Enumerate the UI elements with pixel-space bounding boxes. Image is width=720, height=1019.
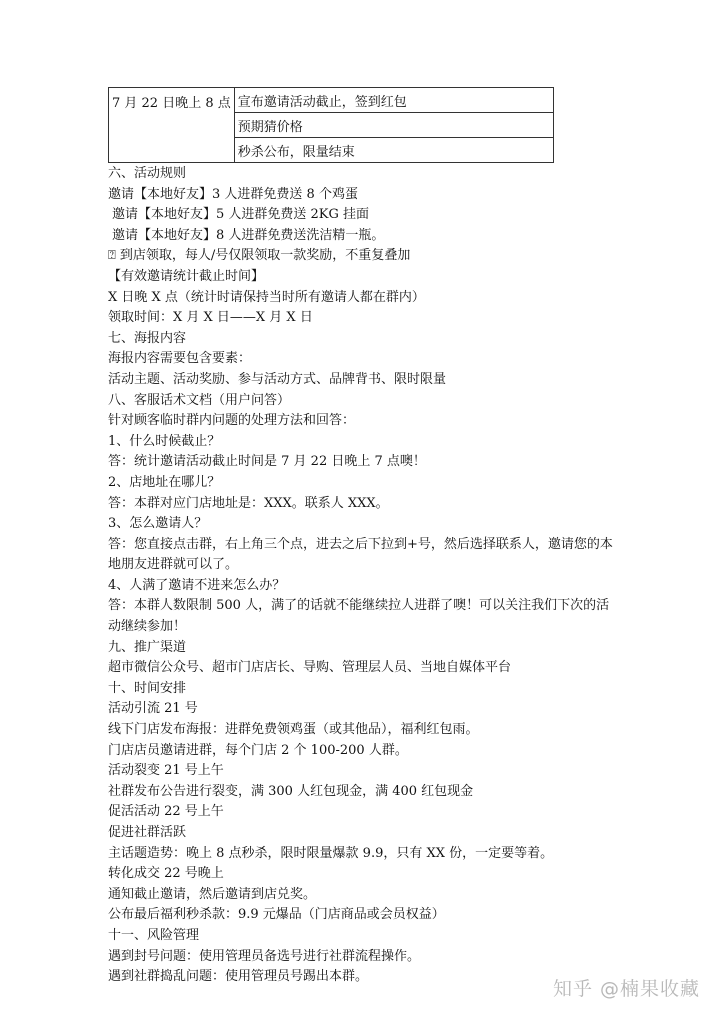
section-heading-rules: 六、活动规则 — [108, 166, 187, 181]
rule-line: X 日晚 X 点（统计时请保持当时所有邀请人都在群内） — [108, 289, 425, 305]
schedule-line: 通知截止邀请，然后邀请到店兑奖。 — [108, 886, 317, 902]
zhihu-watermark: 知乎 @楠果收藏 — [552, 978, 700, 1000]
section-heading-schedule: 十、时间安排 — [108, 680, 187, 696]
channels-line: 超市微信公众号、超市门店店长、导购、管理层人员、当地自媒体平台 — [108, 660, 512, 676]
rule-line: 邀请【本地好友】3 人进群免费送 8 个鸡蛋 — [108, 186, 358, 202]
faq-question: 2、店地址在哪儿？ — [108, 474, 221, 490]
faq-answer: 答：您直接点击群，右上角三个点，进去之后下拉到+号，然后选择联系人，邀请您的本地朋友进群就可以了。 — [108, 536, 613, 573]
schedule-line: 主话题造势：晚上 8 点秒杀，限时限量爆款 9.9，只有 XX 份，一定要等着。 — [108, 845, 554, 861]
section-heading-service: 八、客服话术文档（用户问答） — [108, 392, 291, 408]
schedule-line: 活动引流 21 号 — [108, 701, 198, 717]
section-heading-poster: 七、海报内容 — [108, 330, 187, 346]
section-heading-channels: 九、推广渠道 — [108, 639, 187, 655]
poster-line: 活动主题、活动奖励、参与活动方式、品牌背书、限时限量 — [108, 371, 447, 387]
rule-line: 邀请【本地好友】8 人进群免费送洗洁精一瓶。 — [112, 227, 385, 243]
table-row — [109, 88, 554, 113]
faq-answer: 答：统计邀请活动截止时间是 7 月 22 日晚上 7 点噢！ — [108, 454, 426, 470]
schedule-line: 门店店员邀请进群，每个门店 2 个 100-200 人群。 — [108, 742, 408, 758]
schedule-line: 活动裂变 21 号上午 — [108, 763, 224, 779]
schedule-line: 促活活动 22 号上午 — [108, 804, 224, 820]
schedule-line: 线下门店发布海报：进群免费领鸡蛋（或其他品），福利红包雨。 — [108, 722, 479, 738]
risk-line: 遇到社群捣乱问题：使用管理员号踢出本群。 — [108, 969, 369, 985]
rule-line: 领取时间：X 月 X 日——X 月 X 日 — [108, 310, 313, 326]
table-cell-content: 预期猜价格 — [234, 113, 553, 138]
section-heading-risk: 十一、风险管理 — [108, 927, 200, 943]
faq-question: 1、什么时候截止？ — [108, 433, 221, 449]
table-cell-content: 秒杀公布，限量结束 — [234, 138, 553, 163]
risk-line: 遇到封号问题：使用管理员备选号进行社群流程操作。 — [108, 948, 421, 964]
faq-question: 3、怎么邀请人？ — [108, 516, 208, 532]
document-body — [108, 164, 616, 988]
schedule-line: 转化成交 22 号晚上 — [108, 866, 224, 882]
poster-line: 海报内容需要包含要素： — [108, 351, 252, 367]
faq-answer: 答：本群对应门店地址是：XXX。联系人 XXX。 — [108, 495, 389, 511]
table-cell-time: 7 月 22 日晚上 8 点 — [109, 88, 235, 163]
faq-question: 4、人满了邀请不进来怎么办？ — [108, 577, 286, 593]
schedule-line: 社群发布公告进行裂变，满 300 人红包现金，满 400 红包现金 — [108, 783, 474, 799]
rule-line: 邀请【本地好友】5 人进群免费送 2KG 挂面 — [112, 207, 370, 223]
schedule-line: 促进社群活跃 — [108, 825, 187, 840]
schedule-table — [108, 87, 554, 163]
rule-line: 【有效邀请统计截止时间】 — [108, 268, 265, 284]
rule-line: ⍰ 到店领取，每人/号仅限领取一款奖励，不重复叠加 — [108, 248, 411, 264]
faq-answer: 答：本群人数限制 500 人，满了的话就不能继续拉人进群了噢！可以关注我们下次的活动继续参加！ — [108, 598, 610, 635]
table-cell-content: 宣布邀请活动截止，签到红包 — [234, 88, 553, 113]
service-line: 针对顾客临时群内问题的处理方法和回答： — [108, 413, 356, 429]
schedule-line: 公布最后福利秒杀款：9.9 元爆品（门店商品或会员权益） — [108, 907, 445, 923]
